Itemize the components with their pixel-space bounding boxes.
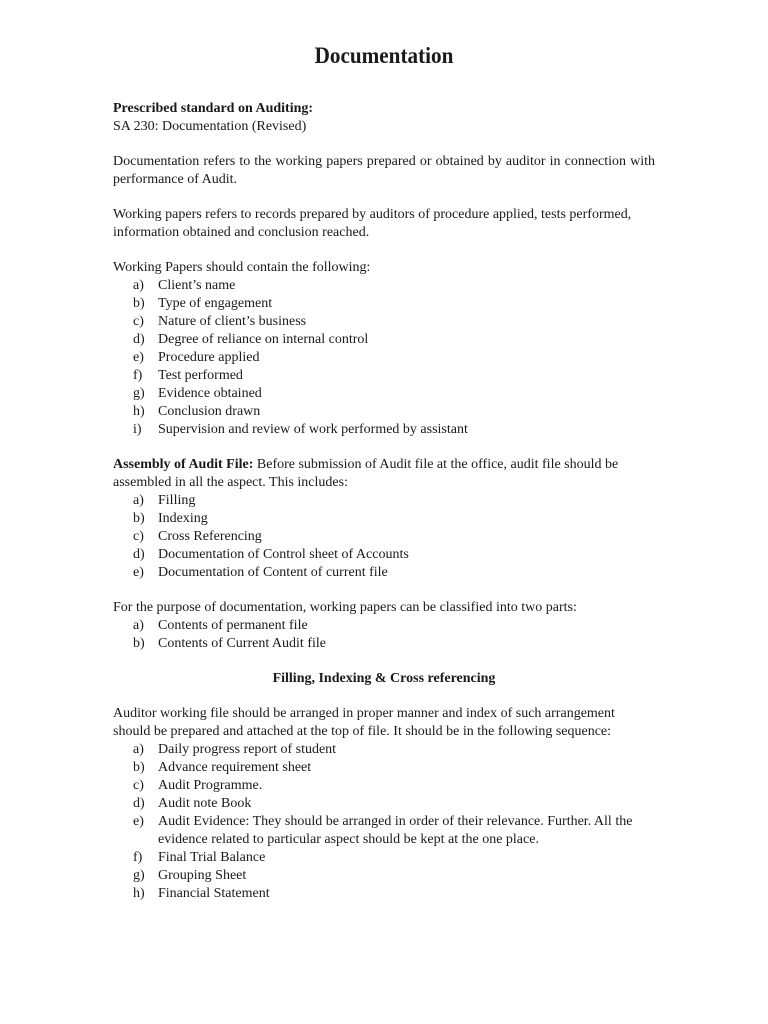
list-item-text: Contents of permanent file (158, 618, 308, 633)
list-item (113, 277, 655, 295)
list-marker: g) (133, 868, 145, 883)
list-item-text: Audit Evidence: They should be arranged in order of their relevance. Further. All the evidence related to particular aspect should be kept at the one place. (158, 814, 633, 847)
list-item-text: Audit note Book (158, 796, 252, 811)
list-item (113, 546, 655, 564)
list-item-text: Nature of client’s business (158, 314, 307, 329)
list-item (113, 421, 655, 439)
list-item (113, 617, 655, 635)
list-item-text: Evidence obtained (158, 386, 262, 401)
list-item (113, 867, 655, 885)
list-marker: c) (133, 314, 144, 329)
list-item (113, 813, 655, 849)
list-marker: e) (133, 565, 144, 580)
list-marker: d) (133, 547, 145, 562)
list-marker: h) (133, 886, 145, 901)
list-item-text: Conclusion drawn (158, 404, 261, 419)
filling-heading: Filling, Indexing & Cross referencing (272, 671, 496, 686)
list-marker: a) (133, 742, 144, 757)
list-marker: b) (133, 296, 145, 311)
filling-intro: Auditor working file should be arranged in proper manner and index of such arrangement should be prepared and attached at the top of file. It should be in the following sequence: (113, 706, 615, 739)
working-papers-paragraph: Working papers refers to records prepared by auditors of procedure applied, tests performed, information obtained and conclusion reached. (113, 207, 632, 240)
list-marker: b) (133, 511, 145, 526)
list-item-text: Grouping Sheet (158, 868, 247, 883)
list-item-text: Cross Referencing (158, 529, 262, 544)
list-item-text: Degree of reliance on internal control (158, 332, 369, 347)
list-item (113, 295, 655, 313)
list-item (113, 795, 655, 813)
classification-section (113, 599, 655, 653)
list-item-text: Procedure applied (158, 350, 260, 365)
list-marker: b) (133, 636, 145, 651)
list-item-text: Financial Statement (158, 886, 270, 901)
list-item-text: Documentation of Content of current file (158, 565, 388, 580)
list-marker: c) (133, 529, 144, 544)
list-marker: f) (133, 850, 143, 865)
list-marker: h) (133, 404, 145, 419)
list-item (113, 528, 655, 546)
list-marker: i) (133, 422, 142, 437)
list-marker: d) (133, 332, 145, 347)
list-marker: c) (133, 778, 144, 793)
list-item (113, 510, 655, 528)
filling-section (113, 705, 655, 903)
assembly-heading: Assembly of Audit File: (113, 457, 254, 472)
list-item (113, 777, 655, 795)
list-marker: e) (133, 814, 144, 829)
list-marker: a) (133, 618, 144, 633)
assembly-paragraph (113, 456, 655, 492)
list-marker: d) (133, 796, 145, 811)
assembly-list (113, 492, 655, 582)
list-item-text: Contents of Current Audit file (158, 636, 326, 651)
classification-intro: For the purpose of documentation, working papers can be classified into two parts: (113, 600, 577, 615)
list-item (113, 635, 655, 653)
list-marker: g) (133, 386, 145, 401)
list-item (113, 367, 655, 385)
contain-intro: Working Papers should contain the following: (113, 260, 371, 275)
list-item (113, 313, 655, 331)
list-item-text: Documentation of Control sheet of Accounts (158, 547, 409, 562)
list-item-text: Type of engagement (158, 296, 273, 311)
list-item-text: Advance requirement sheet (158, 760, 312, 775)
contain-section (113, 259, 655, 439)
list-item-text: Client’s name (158, 278, 236, 293)
contain-list (113, 277, 655, 439)
list-item-text: Supervision and review of work performed by assistant (158, 422, 468, 437)
filling-list (113, 741, 655, 903)
list-item (113, 385, 655, 403)
list-item-text: Test performed (158, 368, 243, 383)
classification-list (113, 617, 655, 653)
list-item (113, 741, 655, 759)
list-item-text: Indexing (158, 511, 208, 526)
assembly-section (113, 456, 655, 582)
list-marker: a) (133, 278, 144, 293)
list-item (113, 492, 655, 510)
prescribed-standard (113, 100, 655, 136)
list-marker: b) (133, 760, 145, 775)
list-marker: e) (133, 350, 144, 365)
list-item-text: Filling (158, 493, 196, 508)
list-item (113, 331, 655, 349)
assembly-text: Before submission of Audit file at the office, audit file should be assembled in all the aspect. This includes: (113, 457, 619, 490)
list-item (113, 403, 655, 421)
definition-paragraph: Documentation refers to the working papers prepared or obtained by auditor in connection with performance of Audit. (113, 154, 655, 187)
prescribed-heading: Prescribed standard on Auditing: (113, 101, 314, 116)
list-item-text: Audit Programme. (158, 778, 263, 793)
list-item (113, 759, 655, 777)
prescribed-line: SA 230: Documentation (Revised) (113, 119, 307, 134)
list-item (113, 885, 655, 903)
list-item (113, 849, 655, 867)
list-marker: f) (133, 368, 143, 383)
list-marker: a) (133, 493, 144, 508)
list-item (113, 349, 655, 367)
list-item (113, 564, 655, 582)
list-item-text: Final Trial Balance (158, 850, 266, 865)
list-item-text: Daily progress report of student (158, 742, 337, 757)
page-title: Documentation (314, 43, 454, 68)
